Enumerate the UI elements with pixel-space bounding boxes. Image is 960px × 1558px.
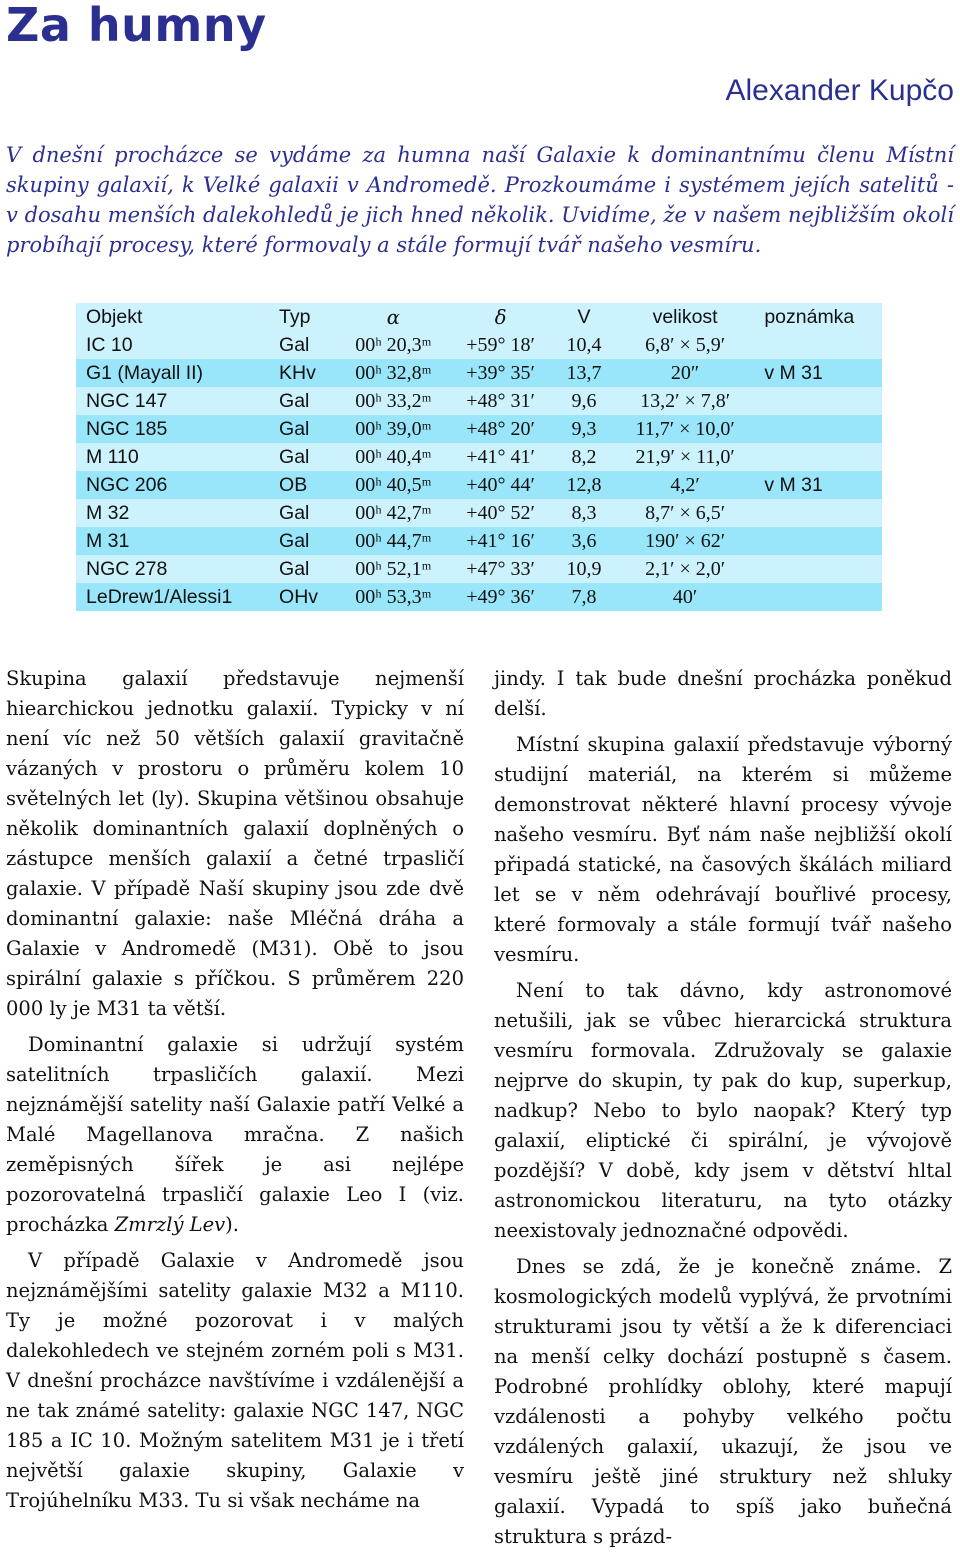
cell-ra: 00ʰ 53,3ᵐ — [338, 583, 450, 611]
cell-size: 6,8′ × 5,9′ — [616, 331, 754, 359]
table-row — [76, 331, 882, 359]
cell-dec: +59° 18′ — [449, 331, 552, 359]
header-type: Typ — [269, 303, 337, 331]
text-span: Dominantní galaxie si udržují systém satelitních trpasličích galaxií. Mezi nejznámější satelity naší Galaxie patří Velké a Malé Magellanova mračna. Z našich zeměpisných šířek je asi nejlépe pozorovatelná trpasličí galaxie Leo I (viz. procházka — [6, 1033, 464, 1236]
cell-size: 11,7′ × 10,0′ — [616, 415, 754, 443]
header-ra: α — [338, 303, 450, 331]
cell-size: 8,7′ × 6,5′ — [616, 499, 754, 527]
cell-magnitude: 9,6 — [552, 387, 616, 415]
cell-dec: +41° 16′ — [449, 527, 552, 555]
cell-ra: 00ʰ 33,2ᵐ — [338, 387, 450, 415]
cell-note — [754, 331, 882, 359]
cell-dec: +40° 44′ — [449, 471, 552, 499]
paragraph: jindy. I tak bude dnešní procházka poněkud delší. — [494, 667, 952, 720]
text-column-left — [6, 664, 464, 1522]
header-object: Objekt — [76, 303, 269, 331]
cell-type: Gal — [269, 415, 337, 443]
cell-size: 20″ — [616, 359, 754, 387]
cell-object: M 110 — [76, 443, 269, 471]
italic-reference: Zmrzlý Lev — [114, 1213, 226, 1236]
cell-size: 2,1′ × 2,0′ — [616, 555, 754, 583]
header-note: poznámka — [754, 303, 882, 331]
cell-type: Gal — [269, 443, 337, 471]
cell-type: OHv — [269, 583, 337, 611]
cell-type: Gal — [269, 499, 337, 527]
table-row — [76, 415, 882, 443]
cell-dec: +39° 35′ — [449, 359, 552, 387]
cell-object: NGC 147 — [76, 387, 269, 415]
cell-dec: +40° 52′ — [449, 499, 552, 527]
cell-magnitude: 13,7 — [552, 359, 616, 387]
cell-magnitude: 7,8 — [552, 583, 616, 611]
cell-ra: 00ʰ 40,5ᵐ — [338, 471, 450, 499]
cell-note — [754, 443, 882, 471]
cell-type: Gal — [269, 331, 337, 359]
paragraph — [6, 1030, 464, 1240]
cell-dec: +47° 33′ — [449, 555, 552, 583]
cell-note: v M 31 — [754, 471, 882, 499]
table-row — [76, 583, 882, 611]
cell-magnitude: 9,3 — [552, 415, 616, 443]
cell-ra: 00ʰ 32,8ᵐ — [338, 359, 450, 387]
cell-type: Gal — [269, 387, 337, 415]
cell-dec: +49° 36′ — [449, 583, 552, 611]
cell-ra: 00ʰ 42,7ᵐ — [338, 499, 450, 527]
cell-note — [754, 387, 882, 415]
cell-dec: +48° 20′ — [449, 415, 552, 443]
table-row — [76, 443, 882, 471]
author-name: Alexander Kupčo — [725, 74, 954, 107]
text-span: ). — [225, 1213, 239, 1236]
cell-object: M 32 — [76, 499, 269, 527]
cell-size: 21,9′ × 11,0′ — [616, 443, 754, 471]
cell-magnitude: 10,4 — [552, 331, 616, 359]
galaxy-table — [76, 303, 882, 611]
cell-ra: 00ʰ 20,3ᵐ — [338, 331, 450, 359]
cell-object: NGC 185 — [76, 415, 269, 443]
cell-object: LeDrew1/Alessi1 — [76, 583, 269, 611]
paragraph: Není to tak dávno, kdy astronomové netušili, jak se vůbec hierarcická struktura vesmíru formovala. Združovaly se galaxie nejprve do skupin, ty pak do kup, superkup, nadkup? Nebo to bylo naopak? Který typ galaxií, eliptické či spirální, je vývojově pozdější? V době, kdy jsem v dětství hltal astronomickou literaturu, na tyto otázky neexistovaly jednoznačné odpovědi. — [494, 979, 952, 1242]
cell-ra: 00ʰ 39,0ᵐ — [338, 415, 450, 443]
cell-note — [754, 415, 882, 443]
table-row — [76, 359, 882, 387]
cell-size: 13,2′ × 7,8′ — [616, 387, 754, 415]
cell-magnitude: 10,9 — [552, 555, 616, 583]
cell-ra: 00ʰ 44,7ᵐ — [338, 527, 450, 555]
cell-dec: +48° 31′ — [449, 387, 552, 415]
cell-magnitude: 8,3 — [552, 499, 616, 527]
cell-object: NGC 278 — [76, 555, 269, 583]
cell-size: 40′ — [616, 583, 754, 611]
cell-object: M 31 — [76, 527, 269, 555]
cell-size: 4,2′ — [616, 471, 754, 499]
header-size: velikost — [616, 303, 754, 331]
table-header-row — [76, 303, 882, 331]
cell-note — [754, 527, 882, 555]
table-row — [76, 555, 882, 583]
table-row — [76, 471, 882, 499]
cell-ra: 00ʰ 40,4ᵐ — [338, 443, 450, 471]
paragraph: Skupina galaxií představuje nejmenší hiearchickou jednotku galaxií. Typicky v ní není víc než 50 větších galaxií gravitačně vázaných v prostoru o průměru kolem 10 světelných let (ly). Skupina většinou obsahuje několik dominantních galaxií doplněných o zástupce menších galaxií a četné trpasličí galaxie. V případě Naší skupiny jsou zde dvě dominantní galaxie: naše Mléčná dráha a Galaxie v Andromedě (M31). Obě to jsou spirální galaxie s příčkou. S průměrem 220 000 ly je M31 ta větší. — [6, 667, 464, 1020]
cell-note — [754, 583, 882, 611]
cell-type: Gal — [269, 555, 337, 583]
abstract: V dnešní procházce se vydáme za humna naší Galaxie k dominantnímu členu Místní skupiny galaxií, k Velké galaxii v Andromedě. Prozkoumáme i systémem jejích satelitů - v dosahu menších dalekohledů je jich hned několik. Uvidíme, že v našem nejbližším okolí probíhají procesy, které formovaly a stále formují tvář našeho vesmíru. — [6, 143, 954, 257]
cell-type: KHv — [269, 359, 337, 387]
table-row — [76, 387, 882, 415]
paragraph: Místní skupina galaxií představuje výborný studijní materiál, na kterém si můžeme demonstrovat některé hlavní procesy vývoje našeho vesmíru. Byť nám naše nejbližší okolí připadá statické, na časových škálách miliard let se v něm odehrávají bouřlivé procesy, které formovaly a stále formují tvář našeho vesmíru. — [494, 733, 952, 966]
cell-magnitude: 3,6 — [552, 527, 616, 555]
paragraph: V případě Galaxie v Andromedě jsou nejznámějšími satelity galaxie M32 a M110. Ty je možné pozorovat i v malých dalekohledech ve stejném zorném poli s M31. V dnešní procházce navštívíme i vzdálenější a ne tak známé satelity: galaxie NGC 147, NGC 185 a IC 10. Možným satelitem M31 je i třetí největší galaxie skupiny, Galaxie v Trojúhelníku M33. Tu si však necháme na — [6, 1249, 464, 1512]
page-title: Za humny — [6, 0, 267, 52]
table-row — [76, 527, 882, 555]
paragraph: Dnes se zdá, že je konečně známe. Z kosmologických modelů vyplývá, že prvotními strukturami jsou ty větší a že k diferenciaci na menší celky dochází postupně s časem. Podrobné prohlídky oblohy, které mapují vzdálenosti a pohyby velkého počtu vzdálených galaxií, ukazují, že jsou ve vesmíru ještě jiné struktury než shluky galaxií. Vypadá to spíš jako buňečná struktura s prázd- — [494, 1255, 952, 1548]
cell-object: IC 10 — [76, 331, 269, 359]
cell-object: NGC 206 — [76, 471, 269, 499]
cell-type: OB — [269, 471, 337, 499]
cell-magnitude: 8,2 — [552, 443, 616, 471]
cell-size: 190′ × 62′ — [616, 527, 754, 555]
cell-ra: 00ʰ 52,1ᵐ — [338, 555, 450, 583]
cell-dec: +41° 41′ — [449, 443, 552, 471]
table-body — [76, 331, 882, 611]
cell-note — [754, 555, 882, 583]
text-column-right — [494, 664, 952, 1558]
cell-type: Gal — [269, 527, 337, 555]
table-row — [76, 499, 882, 527]
header-dec: δ — [449, 303, 552, 331]
header-magnitude: V — [552, 303, 616, 331]
cell-note: v M 31 — [754, 359, 882, 387]
cell-note — [754, 499, 882, 527]
cell-object: G1 (Mayall II) — [76, 359, 269, 387]
cell-magnitude: 12,8 — [552, 471, 616, 499]
